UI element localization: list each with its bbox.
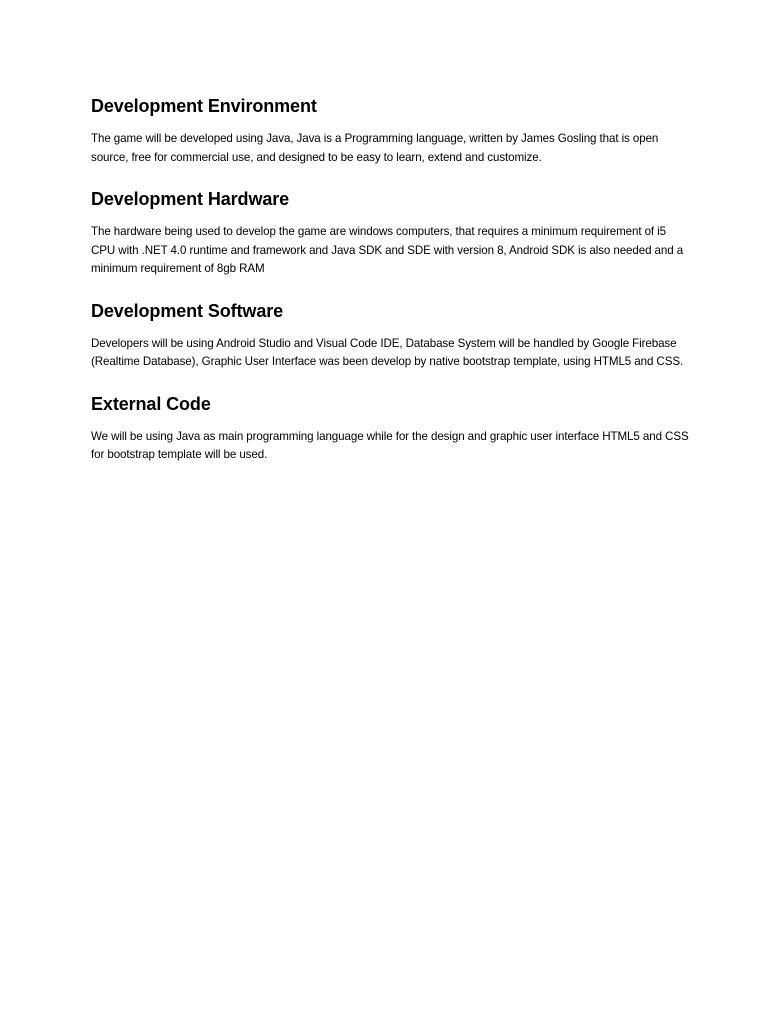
section-heading: Development Hardware [91,189,290,209]
section-development-environment [91,93,691,167]
section-heading: Development Software [91,300,284,321]
section-development-software [91,298,691,372]
section-paragraph: The hardware being used to develop the game are windows computers, that requires a minimum requirement of i5 CPU with .NET 4.0 runtime and framework and Java SDK and SDE with version 8, Android SDK is also needed and a minimum requirement of 8gb RAM [91,225,684,275]
document-body [91,93,691,484]
section-paragraph: We will be using Java as main programming language while for the design and graphic user interface HTML5 and CSS for bootstrap template will be used. [91,429,689,461]
section-development-hardware [91,186,691,279]
section-external-code [91,391,691,465]
section-heading: Development Environment [91,96,317,116]
section-paragraph: Developers will be using Android Studio and Visual Code IDE, Database System will be handled by Google Firebase (Realtime Database), Graphic User Interface was been develop by native bootstrap template, using HTML5 and CSS. [91,336,684,368]
section-paragraph: The game will be developed using Java, Java is a Programming language, written by James Gosling that is open source, free for commercial use, and designed to be easy to learn, extend and customize. [91,132,659,164]
section-heading: External Code [91,393,211,414]
